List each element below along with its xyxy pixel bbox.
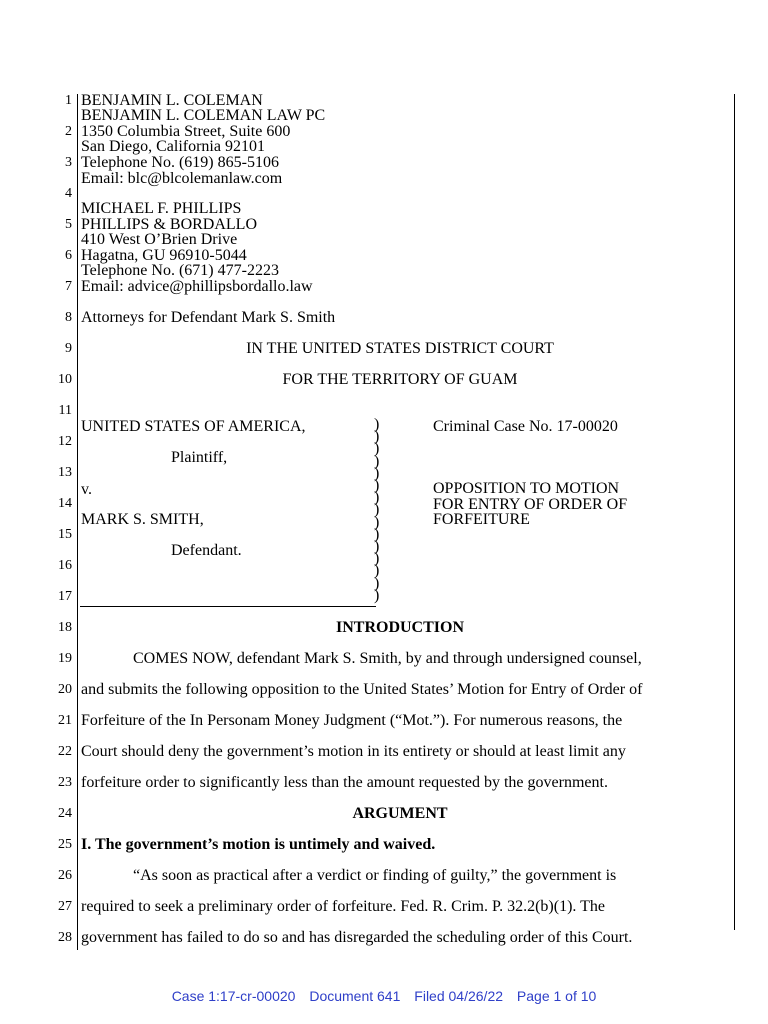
intro-line: Court should deny the government’s motion in its entirety or should at least limit any xyxy=(81,743,626,760)
line-number: 16 xyxy=(58,558,72,573)
caption-defendant-role: Defendant. xyxy=(171,542,242,559)
counsel2-firm: PHILLIPS & BORDALLO xyxy=(81,216,258,233)
line-number: 6 xyxy=(65,248,72,263)
caption-rule xyxy=(80,606,376,607)
line-number: 14 xyxy=(58,496,72,511)
line-number: 24 xyxy=(58,806,72,821)
court-name-line1: IN THE UNITED STATES DISTRICT COURT xyxy=(246,340,554,357)
document-title-line3: FORFEITURE xyxy=(433,511,530,528)
caption-defendant: MARK S. SMITH, xyxy=(81,511,204,528)
line-number: 1 xyxy=(65,93,72,108)
argument-heading: ARGUMENT xyxy=(352,805,448,822)
line-number: 8 xyxy=(65,310,72,325)
counsel2-phone: Telephone No. (671) 477-2223 xyxy=(81,262,279,279)
caption-parentheses: ) ) ) ) ) ) ) ) ) ) ) ) ) ) ) xyxy=(374,416,380,604)
document-title-line2: FOR ENTRY OF ORDER OF xyxy=(433,496,628,513)
line-number: 26 xyxy=(58,868,72,883)
line-number: 20 xyxy=(58,682,72,697)
line-number: 18 xyxy=(58,620,72,635)
counsel2-street: 410 West O’Brien Drive xyxy=(81,231,238,248)
intro-line: COMES NOW, defendant Mark S. Smith, by and through undersigned counsel, xyxy=(133,650,642,667)
line-number: 7 xyxy=(65,279,72,294)
section-one-heading: I. The government’s motion is untimely and waived. xyxy=(81,836,436,853)
court-name-line2: FOR THE TERRITORY OF GUAM xyxy=(282,371,518,388)
introduction-heading: INTRODUCTION xyxy=(335,619,464,636)
line-number: 22 xyxy=(58,744,72,759)
section-one-line: “As soon as practical after a verdict or finding of guilty,” the government is xyxy=(133,867,617,884)
counsel1-phone: Telephone No. (619) 865-5106 xyxy=(81,154,279,171)
filing-footer xyxy=(0,988,768,1004)
caption-plaintiff: UNITED STATES OF AMERICA, xyxy=(81,418,306,435)
counsel1-email: Email: blc@blcolemanlaw.com xyxy=(81,170,283,187)
right-margin-rule xyxy=(734,94,735,930)
footer-case: Case 1:17-cr-00020 xyxy=(171,988,296,1004)
counsel2-email: Email: advice@phillipsbordallo.law xyxy=(81,278,313,295)
intro-line: Forfeiture of the In Personam Money Judgment (“Mot.”). For numerous reasons, the xyxy=(81,712,623,729)
line-number: 19 xyxy=(58,651,72,666)
caption-versus: v. xyxy=(81,481,92,498)
counsel1-name: BENJAMIN L. COLEMAN xyxy=(81,92,263,109)
line-number: 28 xyxy=(58,930,72,945)
caption-plaintiff-role: Plaintiff, xyxy=(171,449,228,466)
left-margin-rule xyxy=(77,94,78,950)
line-number: 27 xyxy=(58,899,72,914)
line-number: 4 xyxy=(65,186,72,201)
line-number: 11 xyxy=(58,403,72,418)
counsel2-name: MICHAEL F. PHILLIPS xyxy=(81,200,242,217)
line-number: 12 xyxy=(58,434,72,449)
counsel1-city: San Diego, California 92101 xyxy=(81,138,265,155)
line-number: 9 xyxy=(65,341,72,356)
counsel1-firm: BENJAMIN L. COLEMAN LAW PC xyxy=(81,107,326,124)
line-number: 13 xyxy=(58,465,72,480)
section-one-line: government has failed to do so and has disregarded the scheduling order of this Court. xyxy=(81,929,633,946)
footer-page: Page 1 of 10 xyxy=(516,988,597,1004)
line-number: 21 xyxy=(58,713,72,728)
footer-document: Document 641 xyxy=(309,988,401,1004)
line-number: 15 xyxy=(58,527,72,542)
section-one-line: required to seek a preliminary order of forfeiture. Fed. R. Crim. P. 32.2(b)(1). The xyxy=(81,898,605,915)
counsel2-city: Hagatna, GU 96910-5044 xyxy=(81,247,247,264)
footer-filed: Filed 04/26/22 xyxy=(414,988,504,1004)
line-number: 5 xyxy=(65,217,72,232)
line-number: 17 xyxy=(58,589,72,604)
intro-line: and submits the following opposition to the United States’ Motion for Entry of Order of xyxy=(81,681,643,698)
document-title-line1: OPPOSITION TO MOTION xyxy=(433,480,620,497)
counsel1-street: 1350 Columbia Street, Suite 600 xyxy=(81,123,291,140)
intro-line: forfeiture order to significantly less than the amount requested by the government. xyxy=(81,774,608,791)
line-number: 25 xyxy=(58,837,72,852)
line-number: 3 xyxy=(65,155,72,170)
attorneys-for: Attorneys for Defendant Mark S. Smith xyxy=(81,309,336,326)
case-number: Criminal Case No. 17-00020 xyxy=(433,418,618,435)
line-number: 10 xyxy=(58,372,72,387)
line-number: 2 xyxy=(65,124,72,139)
line-number: 23 xyxy=(58,775,72,790)
